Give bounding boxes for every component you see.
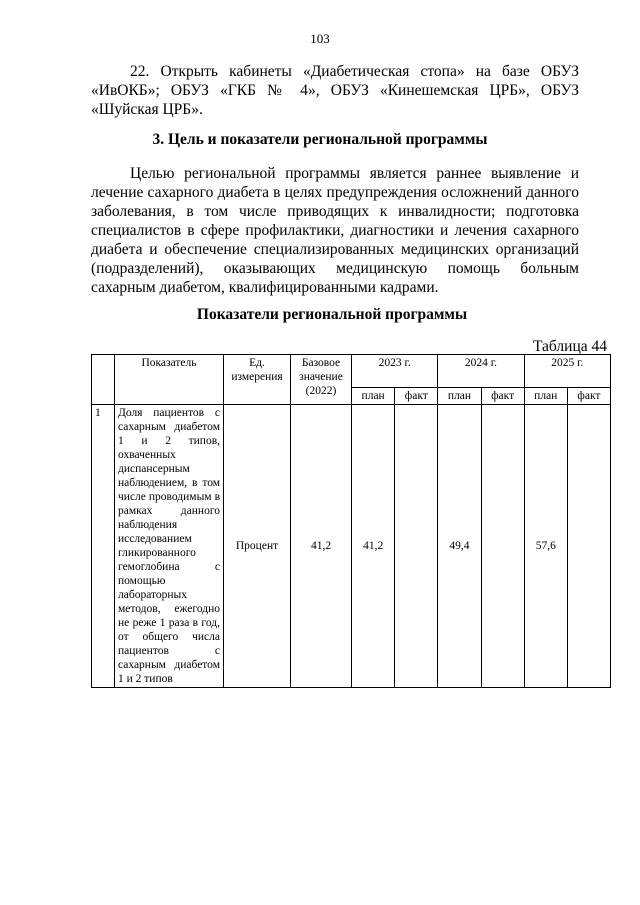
plan-2023-value: 41,2	[352, 405, 395, 688]
header-year-2023: 2023 г.	[352, 355, 438, 388]
fact-2023-value	[395, 405, 438, 688]
plan-2025-value: 57,6	[524, 405, 567, 688]
header-fact-2025: факт	[567, 388, 610, 405]
indicators-heading: Показатели региональной программы	[196, 306, 468, 323]
unit-value: Процент	[224, 405, 291, 688]
header-indicator: Показатель	[115, 355, 224, 405]
header-plan-2023: план	[352, 388, 395, 405]
header-plan-2025: план	[524, 388, 567, 405]
row-number: 1	[92, 405, 115, 688]
header-plan-2024: план	[438, 388, 481, 405]
header-fact-2023: факт	[395, 388, 438, 405]
header-year-2024: 2024 г.	[438, 355, 524, 388]
header-year-2025: 2025 г.	[524, 355, 610, 388]
table-row	[92, 405, 611, 688]
item-22-paragraph: 22. Открыть кабинеты «Диабетическая стопа» на базе ОБУЗ «ИвОКБ»; ОБУЗ «ГКБ № 4», ОБУЗ «Кинешемская ЦРБ», ОБУЗ «Шуйская ЦРБ».	[91, 63, 579, 118]
header-base-value: Базовое значение (2022)	[291, 355, 352, 405]
goal-paragraph: Целью региональной программы является раннее выявление и лечение сахарного диабета в целях предупреждения осложнений данного заболевания, в том числе приводящих к инвалидности; подготовка специалистов в сфере профилактики, диагностики и лечения сахарного диабета и обеспечение специализированных медицинских организаций (подразделений), оказывающих медицинскую помощь больным сахарным диабетом, квалифицированными кадрами.	[91, 165, 579, 296]
fact-2025-value	[567, 405, 610, 688]
table-caption: Таблица 44	[532, 338, 607, 355]
header-unit: Ед. измерения	[224, 355, 291, 405]
indicator-name: Доля пациентов с сахарным диабетом 1 и 2 типов, охваченных диспансерным наблюдением, в том числе проводимым в рамках данного наблюдения исследованием гликированного гемоглобина с помощью лабораторных методов, ежегодно не реже 1 раза в год, от общего числа пациентов с сахарным диабетом 1 и 2 типов	[115, 405, 224, 688]
indicators-table	[91, 354, 611, 688]
plan-2024-value: 49,4	[438, 405, 481, 688]
header-fact-2024: факт	[481, 388, 524, 405]
page-number: 103	[310, 31, 330, 46]
fact-2024-value	[481, 405, 524, 688]
section-heading: 3. Цель и показатели региональной программы	[152, 131, 488, 148]
header-number	[92, 355, 115, 405]
base-value: 41,2	[291, 405, 352, 688]
